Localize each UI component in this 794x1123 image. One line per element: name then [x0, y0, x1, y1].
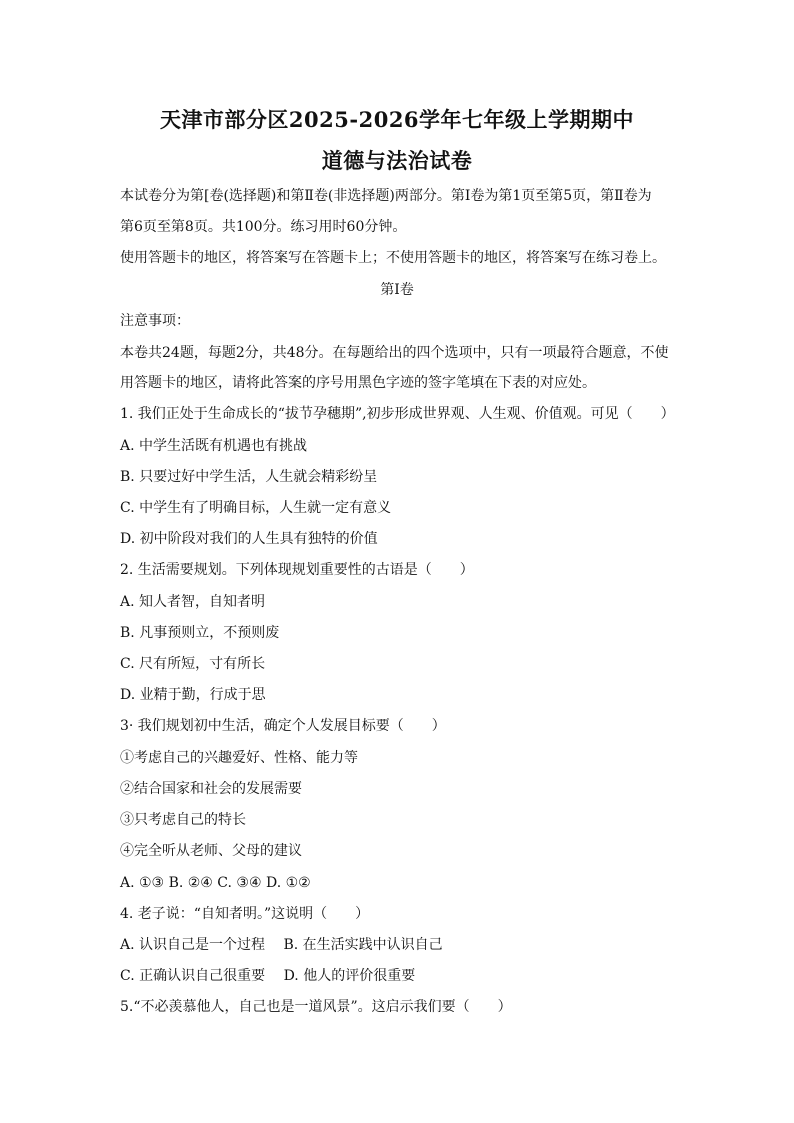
option-line: D. 业精于勤，行成于思 [120, 687, 266, 703]
option-line: A. ①③ B. ②④ C. ③④ D. ①② [120, 875, 311, 891]
exam-subtitle: 道德与法治试卷 [321, 148, 473, 173]
statement-line: ④完全听从老师、父母的建议 [120, 843, 302, 859]
question-line: 5.“不必羡慕他人，自己也是一道风景”。这启示我们要（ ） [120, 999, 512, 1015]
option-line: D. 初中阶段对我们的人生具有独特的价值 [120, 531, 378, 547]
intro-line: 第6页至第8页。共100分。练习用时60分钟。 [120, 219, 407, 235]
question-line: 4. 老子说：“自知者明。”这说明（ ） [120, 906, 370, 922]
statement-line: ③只考虑自己的特长 [120, 812, 246, 828]
option-line: C. 尺有所短，寸有所长 [120, 656, 266, 672]
option-line: C. 中学生有了明确目标，人生就一定有意义 [120, 500, 392, 516]
statement-line: ②结合国家和社会的发展需要 [120, 781, 302, 797]
statement-line: ①考虑自己的兴趣爱好、性格、能力等 [120, 750, 358, 766]
intro-line: 使用答题卡的地区，将答案写在答题卡上；不使用答题卡的地区，将答案写在练习卷上。 [120, 250, 666, 266]
question-line: 3· 我们规划初中生活，确定个人发展目标要（ ） [120, 718, 446, 734]
exam-title: 天津市部分区2025-2026学年七年级上学期期中 [159, 107, 635, 132]
option-line: A. 知人者智，自知者明 [120, 594, 266, 610]
option-line: B. 只要过好中学生活，人生就会精彩纷呈 [120, 469, 378, 485]
option-line: A. 认识自己是一个过程 B. 在生活实践中认识自己 [120, 937, 443, 953]
notice-line: 本卷共24题，每题2分，共48分。在每题给出的四个选项中，只有一项最符合题意，不使 [120, 345, 669, 361]
intro-line: 本试卷分为第[卷(选择题)和第Ⅱ卷(非选择题)两部分。第Ⅰ卷为第1页至第5页，第Ⅱ卷为 [120, 188, 652, 204]
question-line: 2. 生活需要规划。下列体现规划重要性的古语是（ ） [120, 562, 474, 578]
option-line: C. 正确认识自己很重要 D. 他人的评价很重要 [120, 968, 416, 984]
notice-line: 用答题卡的地区，请将此答案的序号用黑色字迹的签字笔填在下表的对应处。 [120, 375, 596, 391]
notice-title: 注意事项： [120, 313, 190, 329]
section-title: 第Ⅰ卷 [380, 282, 414, 298]
question-line: 1. 我们正处于生命成长的“拔节孕穗期”,初步形成世界观、人生观、价值观。可见（ ） [120, 406, 675, 422]
option-line: B. 凡事预则立，不预则废 [120, 625, 280, 641]
option-line: A. 中学生活既有机遇也有挑战 [120, 438, 308, 454]
